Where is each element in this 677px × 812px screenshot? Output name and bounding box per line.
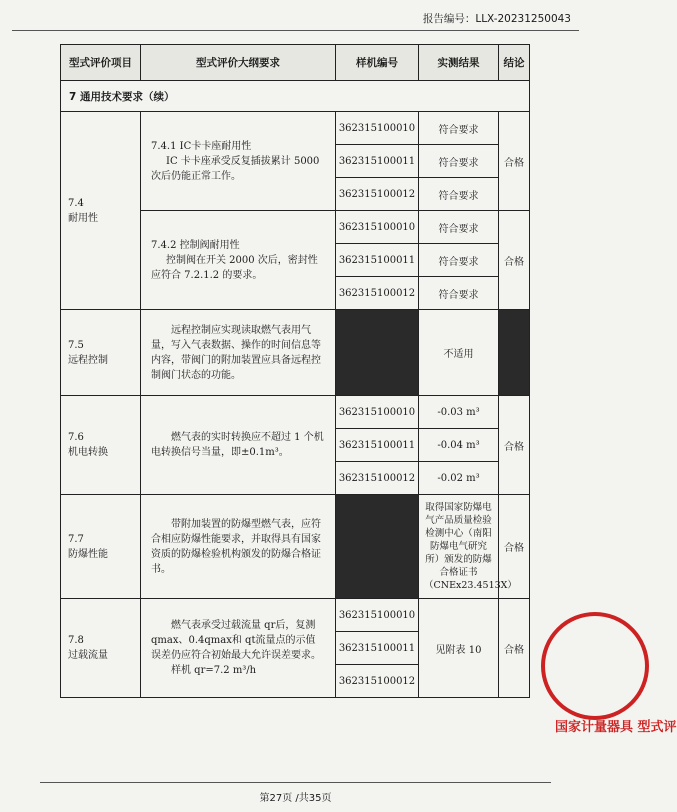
requirement-7-4-2 <box>141 211 336 310</box>
table-row <box>61 495 530 599</box>
requirement-text: 控制阀在开关 2000 次后，密封性应符合 7.2.1.2 的要求。 <box>151 254 318 281</box>
requirement-text: 带附加装置的防爆型燃气表，应符合相应防爆性能要求，并取得具有国家资质的防爆检验机构颁发的防爆合格证书。 <box>151 518 321 575</box>
redacted-block <box>499 310 530 396</box>
result-cell: -0.04 m³ <box>419 429 499 462</box>
requirement-7-4-1 <box>141 112 336 211</box>
sample-number: 362315100011 <box>336 429 419 462</box>
conclusion-cell: 合格 <box>499 211 530 310</box>
requirement-note: 样机 qr=7.2 m³/h <box>171 665 257 676</box>
sample-number: 362315100011 <box>336 145 419 178</box>
item-number: 7.7 <box>68 533 84 545</box>
item-title: 机电转换 <box>68 447 108 458</box>
result-cell: -0.03 m³ <box>419 396 499 429</box>
requirement-7-7 <box>141 495 336 599</box>
sample-number: 362315100012 <box>336 277 419 310</box>
item-number: 7.8 <box>68 635 84 646</box>
official-seal <box>541 612 677 735</box>
item-title: 过载流量 <box>68 650 108 661</box>
item-number: 7.5 <box>68 339 84 351</box>
sample-number: 362315100012 <box>336 178 419 211</box>
sample-number: 362315100010 <box>336 599 419 632</box>
requirement-7-6 <box>141 396 336 495</box>
result-cell: 取得国家防爆电气产品质量检验检测中心（南阳防爆电气研究所）颁发的防爆合格证书（CNEx23.4513X） <box>419 495 499 599</box>
header-rule <box>12 30 579 31</box>
sample-number: 362315100010 <box>336 211 419 244</box>
result-cell: 不适用 <box>419 310 499 396</box>
result-cell: 符合要求 <box>419 178 499 211</box>
sample-number: 362315100011 <box>336 632 419 665</box>
seal-text: 国家计量器具 型式评 <box>555 720 677 735</box>
evaluation-table <box>60 44 530 698</box>
item-title: 远程控制 <box>68 354 108 366</box>
table-header-row <box>61 45 530 81</box>
item-title: 耐用性 <box>68 212 98 224</box>
header-result: 实测结果 <box>419 45 499 81</box>
result-cell: -0.02 m³ <box>419 462 499 495</box>
result-cell: 符合要求 <box>419 211 499 244</box>
sample-number: 362315100010 <box>336 112 419 145</box>
page-number: 第27页 /共35页 <box>259 793 332 804</box>
item-number: 7.6 <box>68 432 84 443</box>
conclusion-cell: 合格 <box>499 396 530 495</box>
item-cell-7-8 <box>61 599 141 698</box>
redacted-block <box>336 495 419 599</box>
conclusion-cell: 合格 <box>499 495 530 599</box>
result-cell: 符合要求 <box>419 112 499 145</box>
header-sample-no: 样机编号 <box>336 45 419 81</box>
requirement-text: 燃气表的实时转换应不超过 1 个机电转换信号当量，即±0.1m³。 <box>151 432 324 458</box>
result-cell: 见附表 10 <box>419 599 499 698</box>
result-cell: 符合要求 <box>419 277 499 310</box>
requirement-text: 燃气表承受过载流量 qr后，复测 qmax、0.4qmax和 qt流量点的示值误差仍应符合初始最大允许误差要求。 <box>151 620 321 661</box>
result-cell: 符合要求 <box>419 145 499 178</box>
header-item: 型式评价项目 <box>61 45 141 81</box>
requirement-7-5 <box>141 310 336 396</box>
requirement-heading: 7.4.1 IC卡卡座耐用性 <box>151 140 252 152</box>
table-row <box>61 396 530 429</box>
table-row <box>61 599 530 632</box>
conclusion-cell: 合格 <box>499 599 530 698</box>
requirement-text: IC 卡卡座承受反复插拔累计 5000 次后仍能正常工作。 <box>151 155 320 182</box>
sample-number: 362315100010 <box>336 396 419 429</box>
section-title: 7 通用技术要求（续） <box>61 81 530 112</box>
result-cell: 符合要求 <box>419 244 499 277</box>
section-row <box>61 81 530 112</box>
item-number: 7.4 <box>68 197 84 209</box>
item-cell-7-6 <box>61 396 141 495</box>
requirement-text: 远程控制应实现读取燃气表用气量，写入气表数据、操作的时间信息等内容，带阀门的附加装置应具备远程控制阀门状态的功能。 <box>151 324 321 381</box>
header-conclusion: 结论 <box>499 45 530 81</box>
footer-rule <box>40 782 551 783</box>
report-number: 报告编号：LLX-20231250043 <box>422 13 571 25</box>
table-row <box>61 112 530 145</box>
requirement-7-8 <box>141 599 336 698</box>
redacted-block <box>336 310 419 396</box>
requirement-heading: 7.4.2 控制阀耐用性 <box>151 239 240 251</box>
sample-number: 362315100012 <box>336 462 419 495</box>
item-cell-7-4 <box>61 112 141 310</box>
header-requirement: 型式评价大纲要求 <box>141 45 336 81</box>
item-cell-7-5 <box>61 310 141 396</box>
conclusion-cell: 合格 <box>499 112 530 211</box>
sample-number: 362315100011 <box>336 244 419 277</box>
item-cell-7-7 <box>61 495 141 599</box>
table-row <box>61 310 530 396</box>
sample-number: 362315100012 <box>336 665 419 698</box>
item-title: 防爆性能 <box>68 548 108 560</box>
